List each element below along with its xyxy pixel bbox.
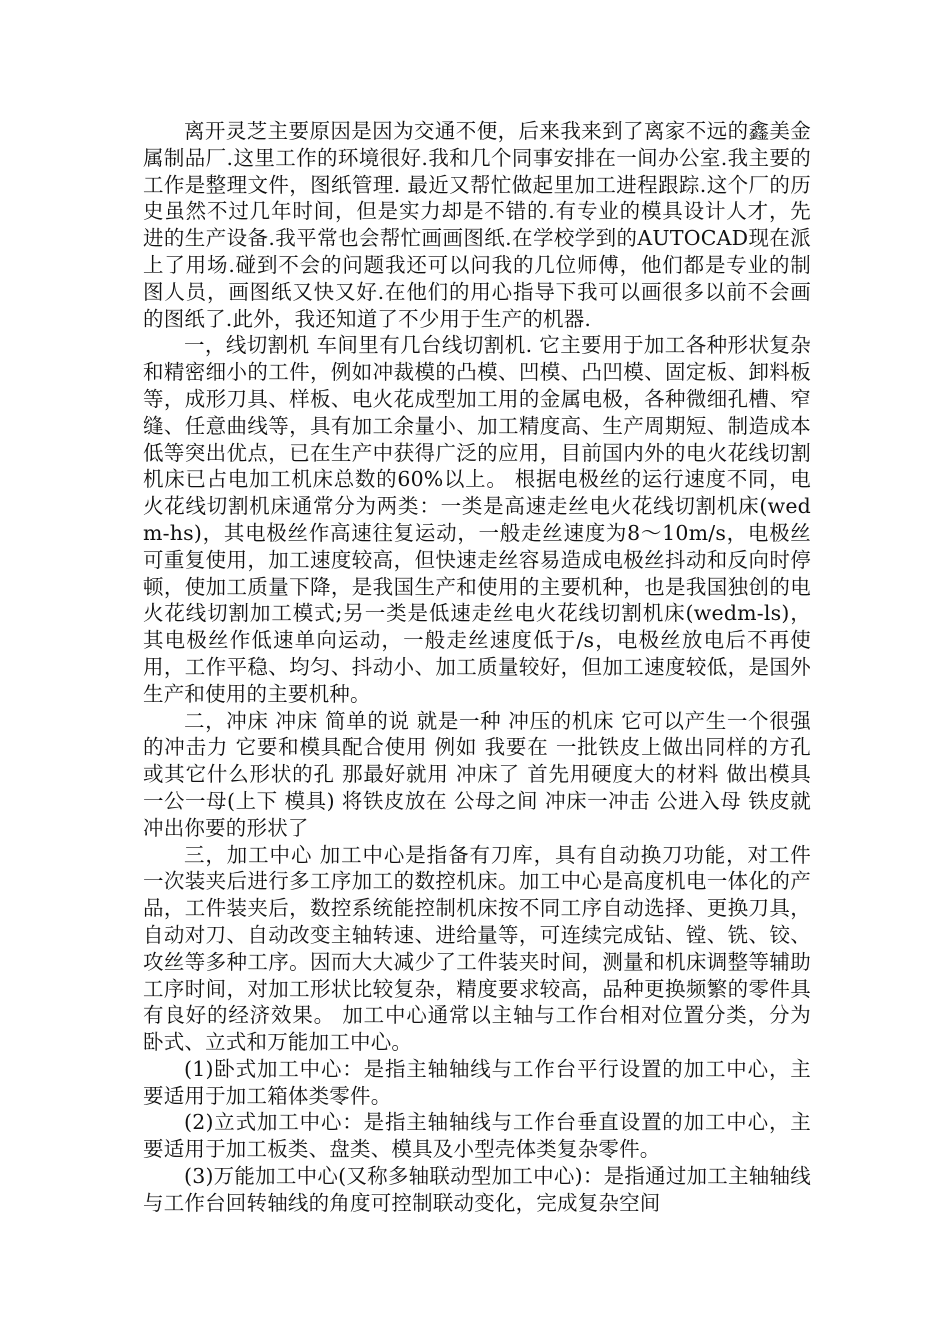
paragraph-vertical-center: (2)立式加工中心：是指主轴轴线与工作台垂直设置的加工中心，主要适用于加工板类、盘类、模具及小型壳体类复杂零件。 bbox=[143, 1110, 811, 1162]
document-body bbox=[143, 118, 811, 1217]
paragraph-horizontal-center: (1)卧式加工中心：是指主轴轴线与工作台平行设置的加工中心，主要适用于加工箱体类零件。 bbox=[143, 1056, 811, 1108]
paragraph-wire-cutting-machine: 一，线切割机 车间里有几台线切割机. 它主要用于加工各种形状复杂和精密细小的工件，例如冲裁模的凸模、凹模、凸凹模、固定板、卸料板等，成形刀具、样板、电火花成型加工用的金属电极，各种微细孔槽、窄缝、任意曲线等，具有加工余量小、加工精度高、生产周期短、制造成本低等突出优点，已在生产中获得广泛的应用，目前国内外的电火花线切割机床已占电加工机床总数的60%以上。 根据电极丝的运行速度不同，电火花线切割机床通常分为两类：一类是高速走丝电火花线切割机床(wedm-hs)，其电极丝作高速往复运动，一般走丝速度为8～10m/s，电极丝可重复使用，加工速度较高，但快速走丝容易造成电极丝抖动和反向时停顿，使加工质量下降，是我国生产和使用的主要机种，也是我国独创的电火花线切割加工模式;另一类是低速走丝电火花线切割机床(wedm-ls)，其电极丝作低速单向运动，一般走丝速度低于/s，电极丝放电后不再使用，工作平稳、均匀、抖动小、加工质量较好，但加工速度较低，是国外生产和使用的主要机种。 bbox=[143, 333, 811, 706]
paragraph-intro: 离开灵芝主要原因是因为交通不便，后来我来到了离家不远的鑫美金属制品厂.这里工作的环境很好.我和几个同事安排在一间办公室.我主要的工作是整理文件，图纸管理. 最近又帮忙做起里加工进程跟踪.这个厂的历史虽然不过几年时间，但是实力却是不错的.有专业的模具设计人才，先进的生产设备.我平常也会帮忙画画图纸.在学校学到的AUTOCAD现在派上了用场.碰到不会的问题我还可以问我的几位师傅，他们都是专业的制图人员，画图纸又快又好.在他们的用心指导下我可以画很多以前不会画的图纸了.此外，我还知道了不少用于生产的机器. bbox=[143, 119, 811, 331]
paragraph-machining-center: 三，加工中心 加工中心是指备有刀库，具有自动换刀功能，对工件一次装夹后进行多工序加工的数控机床。加工中心是高度机电一体化的产品，工件装夹后，数控系统能控制机床按不同工序自动选择、更换刀具，自动对刀、自动改变主轴转速、进给量等，可连续完成钻、镗、铣、铰、攻丝等多种工序。因而大大减少了工件装夹时间，测量和机床调整等辅助工序时间，对加工形状比较复杂，精度要求较高，品种更换频繁的零件具有良好的经济效果。 加工中心通常以主轴与工作台相对位置分类，分为卧式、立式和万能加工中心。 bbox=[143, 842, 811, 1055]
paragraph-punch-press: 二，冲床 冲床 简单的说 就是一种 冲压的机床 它可以产生一个很强的冲击力 它要和模具配合使用 例如 我要在 一批铁皮上做出同样的方孔 或其它什么形状的孔 那最好就用 冲床了 首先用硬度大的材料 做出模具 一公一母(上下 模具) 将铁皮放在 公母之间 冲床一冲击 公进入母 铁皮就冲出你要的形状了 bbox=[143, 708, 811, 840]
paragraph-universal-center: (3)万能加工中心(又称多轴联动型加工中心)：是指通过加工主轴轴线与工作台回转轴线的角度可控制联动变化，完成复杂空间 bbox=[143, 1164, 811, 1215]
